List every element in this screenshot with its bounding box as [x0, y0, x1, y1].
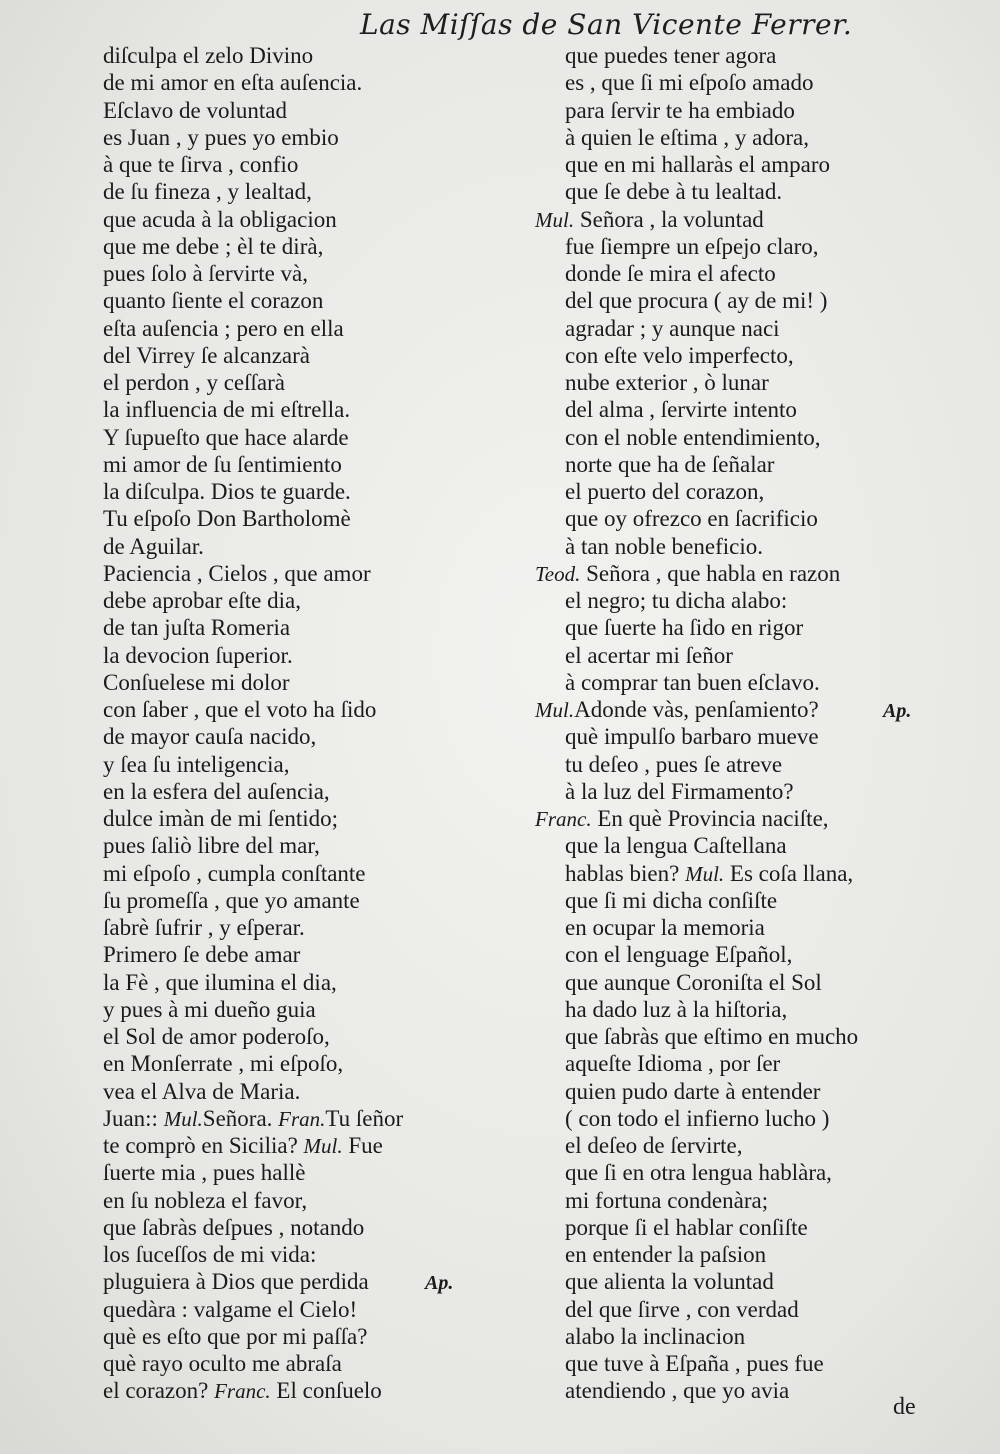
verse-text: con el noble entendimiento,: [565, 424, 821, 450]
verse-line: [103, 941, 503, 968]
verse-line: [103, 206, 503, 233]
verse-text: pues ſolo à ſervirte và,: [103, 261, 309, 286]
verse-line: [103, 1132, 503, 1159]
right-column: [535, 42, 930, 1405]
aside-marker: Ap.: [425, 1272, 454, 1295]
verse-text: donde ſe mira el afecto: [565, 261, 776, 286]
verse-line: [535, 1241, 930, 1268]
verse-line: [103, 478, 503, 505]
verse-text: à la luz del Firmamento?: [565, 778, 794, 804]
verse-text: del alma , ſervirte intento: [565, 397, 797, 423]
verse-text: de tan juſta Romeria: [103, 615, 291, 641]
verse-line: [103, 1350, 503, 1377]
verse-line: [535, 642, 930, 669]
verse-text: el corazon?: [103, 1378, 215, 1404]
verse-line: [535, 1078, 930, 1105]
verse-line: [535, 778, 930, 805]
verse-line: [535, 178, 930, 205]
verse-text: que la lengua Caſtellana: [565, 833, 787, 859]
verse-line: [535, 1023, 930, 1050]
verse-line: [535, 1132, 930, 1159]
verse-text: que ſe debe à tu lealtad.: [565, 179, 783, 205]
verse-line: [103, 1105, 503, 1132]
verse-text: que alienta la voluntad: [565, 1269, 774, 1295]
verse-line: [103, 233, 503, 260]
verse-text: Señora.: [202, 1105, 279, 1131]
verse-text: los ſuceſſos de mi vida:: [103, 1242, 317, 1267]
verse-text: ſuerte mia , pues hallè: [103, 1160, 306, 1186]
speaker-label: Mul.: [303, 1134, 343, 1158]
verse-line: [535, 669, 930, 696]
verse-text: En què Provincia naciſte,: [591, 806, 829, 831]
verse-text: aqueſte Idioma , por ſer: [565, 1051, 781, 1077]
verse-text: del Virrey ſe alcanzarà: [103, 342, 310, 368]
verse-line: [535, 42, 930, 69]
verse-text: què rayo oculto me abraſa: [103, 1351, 342, 1376]
speaker-label: Mul.: [535, 207, 575, 232]
verse-text: quien pudo darte à entender: [565, 1078, 821, 1104]
verse-line: [535, 424, 930, 451]
verse-line: [103, 124, 503, 151]
verse-text: en la esfera del auſencia,: [103, 778, 330, 804]
verse-text: la diſculpa. Dios te guarde.: [103, 479, 351, 504]
verse-text: que acuda à la obligacion: [103, 206, 337, 232]
verse-text: què impulſo barbaro mueve: [565, 724, 819, 750]
verse-text: que ſabràs deſpues , notando: [103, 1214, 365, 1240]
verse-line: [535, 941, 930, 968]
verse-text: quedàra : valgame el Cielo!: [103, 1296, 358, 1322]
verse-text: Es coſa llana,: [724, 860, 854, 886]
verse-text: Paciencia , Cielos , que amor: [103, 560, 371, 586]
running-head: Las Miſſas de San Vicente Ferrer.: [360, 8, 853, 41]
verse-line: [535, 805, 930, 832]
verse-line: [535, 97, 930, 124]
verse-line: [103, 969, 503, 996]
verse-text: atendiendo , que yo avia: [565, 1378, 790, 1404]
verse-text: con eſte velo imperfecto,: [565, 342, 794, 368]
verse-text: mi eſpoſo , cumpla conſtante: [103, 860, 366, 886]
verse-text: te comprò en Sicilia?: [103, 1133, 304, 1158]
speaker-label: Franc.: [535, 807, 592, 831]
verse-text: que ſi en otra lengua hablàra,: [565, 1160, 832, 1186]
verse-line: [535, 1105, 930, 1132]
verse-text: à que te ſirva , confio: [103, 152, 299, 177]
catchword: de: [893, 1394, 916, 1420]
verse-line: [535, 396, 930, 423]
verse-line: [103, 69, 503, 96]
verse-line: [103, 424, 503, 451]
verse-line: [535, 1187, 930, 1214]
verse-text: del que procura ( ay de mi! ): [565, 288, 828, 314]
verse-line: [535, 1159, 930, 1186]
verse-text: y pues à mi dueño guia: [103, 996, 316, 1022]
verse-line: [103, 1023, 503, 1050]
verse-line: [535, 1268, 930, 1295]
verse-line: [103, 342, 503, 369]
verse-text: ( con todo el infierno lucho ): [565, 1105, 830, 1131]
verse-line: [535, 723, 930, 750]
verse-text: de mayor cauſa nacido,: [103, 724, 317, 750]
verse-line: [103, 1323, 503, 1350]
verse-text: del que ſirve , con verdad: [565, 1296, 799, 1322]
verse-text: que ſabràs que eſtimo en mucho: [565, 1024, 859, 1049]
verse-text: pluguiera à Dios que perdida: [103, 1269, 369, 1295]
verse-text: quanto ſiente el corazon: [103, 288, 324, 314]
verse-line: [103, 1159, 503, 1186]
verse-line: [103, 1050, 503, 1077]
verse-line: [103, 642, 503, 669]
speaker-label: Fran.: [278, 1106, 326, 1131]
verse-text: Tu ſeñor: [325, 1105, 404, 1131]
verse-text: la Fè , que ilumina el dia,: [103, 969, 337, 995]
verse-text: el puerto del corazon,: [565, 479, 765, 504]
verse-text: porque ſi el hablar conſiſte: [565, 1214, 808, 1240]
verse-line: [535, 914, 930, 941]
verse-text: el perdon , y ceſſarà: [103, 370, 285, 395]
verse-text: ſabrè ſufrir , y eſperar.: [103, 915, 305, 940]
verse-line: [535, 315, 930, 342]
verse-text: què es eſto que por mi paſſa?: [103, 1323, 368, 1349]
verse-line: [103, 1296, 503, 1323]
verse-line: [535, 287, 930, 314]
verse-text: Conſuelese mi dolor: [103, 669, 290, 695]
verse-text: Primero ſe debe amar: [103, 942, 301, 968]
speaker-label: Teod.: [535, 561, 581, 586]
verse-line: [103, 451, 503, 478]
verse-line: [103, 805, 503, 832]
verse-text: que ſuerte ha ſido en rigor: [565, 615, 804, 641]
verse-line: [103, 1377, 503, 1404]
verse-text: que en mi hallaràs el amparo: [565, 152, 831, 177]
verse-text: agradar ; y aunque naci: [565, 315, 780, 341]
verse-line: [103, 1078, 503, 1105]
verse-line: [535, 969, 930, 996]
verse-text: y ſea ſu inteligencia,: [103, 751, 290, 777]
verse-line: [535, 533, 930, 560]
verse-line: [103, 1214, 503, 1241]
verse-line: [535, 124, 930, 151]
verse-line: [535, 832, 930, 859]
verse-text: el acertar mi ſeñor: [565, 642, 733, 668]
verse-text: mi amor de ſu ſentimiento: [103, 451, 342, 477]
verse-text: el Sol de amor poderoſo,: [103, 1024, 330, 1049]
verse-line: [103, 1187, 503, 1214]
verse-line: [535, 996, 930, 1023]
verse-text: en ocupar la memoria: [565, 915, 765, 940]
verse-text: en Monſerrate , mi eſpoſo,: [103, 1051, 344, 1077]
verse-text: es Juan , y pues yo embio: [103, 124, 339, 150]
verse-line: [103, 151, 503, 178]
verse-line: [535, 887, 930, 914]
verse-text: norte que ha de ſeñalar: [565, 451, 775, 477]
verse-line: [103, 97, 503, 124]
verse-text: eſta auſencia ; pero en ella: [103, 315, 344, 341]
verse-line: [103, 887, 503, 914]
verse-text: la influencia de mi eſtrella.: [103, 397, 351, 423]
verse-line: [535, 560, 930, 587]
verse-text: hablas bien?: [565, 860, 686, 886]
verse-text: que puedes tener agora: [565, 43, 777, 68]
verse-text: en entender la paſsion: [565, 1242, 767, 1267]
verse-text: Juan::: [103, 1105, 164, 1131]
verse-line: [535, 233, 930, 260]
verse-text: de Aguilar.: [103, 533, 204, 559]
verse-line: [535, 696, 930, 723]
verse-line: [535, 260, 930, 287]
verse-text: que tuve à Eſpaña , pues fue: [565, 1351, 824, 1376]
verse-text: à tan noble beneficio.: [565, 533, 763, 559]
verse-line: [103, 723, 503, 750]
verse-line: [103, 669, 503, 696]
verse-line: [103, 751, 503, 778]
verse-line: [535, 1377, 930, 1404]
verse-text: Fue: [342, 1133, 383, 1158]
verse-line: [535, 1323, 930, 1350]
verse-text: pues ſaliò libre del mar,: [103, 833, 320, 859]
verse-text: Señora , que habla en razon: [580, 560, 841, 586]
verse-line: [103, 42, 503, 69]
verse-line: [535, 751, 930, 778]
verse-line: [103, 860, 503, 887]
speaker-label: Franc.: [214, 1379, 271, 1404]
verse-text: Señora , la voluntad: [574, 206, 764, 232]
verse-text: diſculpa el zelo Divino: [103, 43, 314, 68]
verse-line: [103, 996, 503, 1023]
verse-line: [535, 342, 930, 369]
verse-line: [103, 505, 503, 532]
verse-text: para ſervir te ha embiado: [565, 97, 795, 123]
verse-line: [103, 315, 503, 342]
verse-text: Tu eſpoſo Don Bartholomè: [103, 506, 351, 532]
verse-line: [103, 1241, 503, 1268]
verse-text: ſu promeſſa , que yo amante: [103, 887, 360, 913]
verse-text: El conſuelo: [270, 1378, 382, 1404]
verse-text: la devocion ſuperior.: [103, 642, 293, 668]
verse-line: [535, 206, 930, 233]
verse-line: [103, 260, 503, 287]
verse-line: [103, 560, 503, 587]
verse-text: es , que ſi mi eſpoſo amado: [565, 70, 814, 96]
verse-text: mi fortuna condenàra;: [565, 1187, 769, 1213]
verse-line: [535, 614, 930, 641]
verse-text: que aunque Coroniſta el Sol: [565, 969, 822, 995]
verse-text: alabo la inclinacion: [565, 1323, 746, 1349]
verse-line: [535, 451, 930, 478]
verse-line: [535, 505, 930, 532]
verse-line: [535, 369, 930, 396]
speaker-label: Mul.: [535, 698, 575, 722]
left-column: [103, 42, 503, 1405]
verse-line: [535, 1050, 930, 1077]
verse-line: [535, 1296, 930, 1323]
verse-line: [535, 1214, 930, 1241]
verse-line: [535, 1350, 930, 1377]
verse-line: [103, 778, 503, 805]
verse-text: Y ſupueſto que hace alarde: [103, 424, 349, 450]
verse-text: que ſi mi dicha conſiſte: [565, 887, 778, 913]
verse-text: dulce imàn de mi ſentido;: [103, 806, 339, 831]
verse-line: [103, 832, 503, 859]
verse-text: el deſeo de ſervirte,: [565, 1133, 743, 1158]
verse-line: [103, 178, 503, 205]
verse-text: à quien le eſtima , y adora,: [565, 124, 809, 150]
speaker-label: Mul.: [685, 861, 725, 886]
verse-line: [535, 151, 930, 178]
verse-line: [103, 614, 503, 641]
verse-text: en ſu nobleza el favor,: [103, 1187, 308, 1213]
verse-line: [103, 914, 503, 941]
verse-line: [103, 587, 503, 614]
verse-line: [103, 287, 503, 314]
verse-text: de mi amor en eſta auſencia.: [103, 70, 363, 96]
verse-text: debe aprobar eſte dia,: [103, 588, 301, 613]
verse-text: el negro; tu dicha alabo:: [565, 588, 788, 613]
verse-text: tu deſeo , pues ſe atreve: [565, 751, 783, 777]
verse-text: Eſclavo de voluntad: [103, 97, 287, 123]
verse-line: [535, 860, 930, 887]
verse-text: Adonde vàs, penſamiento?: [574, 697, 819, 722]
verse-line: [103, 396, 503, 423]
verse-text: à comprar tan buen eſclavo.: [565, 669, 820, 695]
verse-line: [535, 587, 930, 614]
verse-text: con ſaber , que el voto ha ſido: [103, 697, 377, 722]
speaker-label: Mul.: [163, 1106, 203, 1131]
verse-text: con el lenguage Eſpañol,: [565, 942, 793, 968]
verse-line: [103, 696, 503, 723]
verse-line: [103, 369, 503, 396]
verse-text: de ſu fineza , y lealtad,: [103, 179, 312, 205]
verse-text: vea el Alva de Maria.: [103, 1078, 301, 1104]
verse-line: [103, 533, 503, 560]
verse-text: que oy ofrezco en ſacrificio: [565, 506, 818, 532]
verse-text: que me debe ; èl te dirà,: [103, 233, 324, 259]
verse-text: nube exterior , ò lunar: [565, 370, 769, 395]
aside-marker: Ap.: [883, 700, 912, 722]
verse-text: fue ſiempre un eſpejo claro,: [565, 233, 819, 259]
verse-line: [535, 69, 930, 96]
verse-text: ha dado luz à la hiſtoria,: [565, 996, 788, 1022]
verse-line: [535, 478, 930, 505]
